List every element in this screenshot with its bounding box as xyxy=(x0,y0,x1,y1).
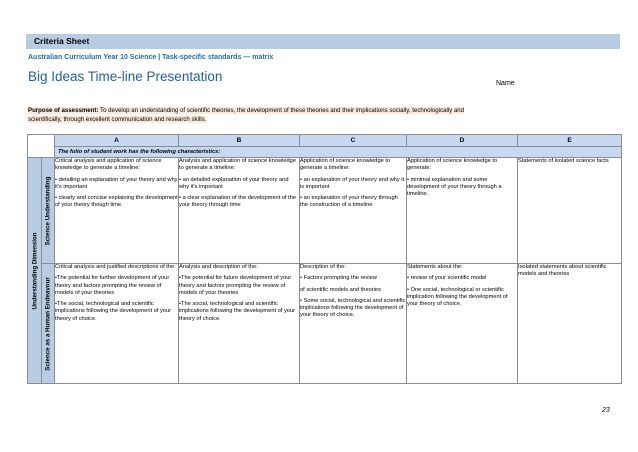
cell-text: • One social, technological or scientific implication following the development of your theory of choice. xyxy=(407,286,508,308)
cell-text: • an detailed explanation of your theory and why it's important xyxy=(179,176,289,190)
name-label: Name xyxy=(496,80,515,87)
cell-text: Description of the: xyxy=(300,264,346,270)
cell-su-c xyxy=(300,158,407,264)
cell-text: • Factors prompting the review xyxy=(300,275,377,282)
cell-she-b xyxy=(179,264,300,384)
cell-su-d xyxy=(407,158,518,264)
cell-text: • minimal explanation and some development of your theory through a timeline. xyxy=(407,176,502,198)
cell-she-e xyxy=(518,264,622,384)
cell-text: •The social, technological and scientific implications following the development of your theory of choice. xyxy=(179,301,296,322)
purpose-label: Purpose of assessment: xyxy=(28,107,99,114)
cell-text: Application of science knowledge to generate: xyxy=(407,158,498,172)
cell-su-b xyxy=(179,158,300,264)
row-label-text: Science as a Human Endeavour xyxy=(44,276,52,371)
level-a-header: A xyxy=(55,135,179,147)
cell-text: • detailing an explanation of your theory and why it's important xyxy=(55,176,178,190)
level-c-header: C xyxy=(300,135,407,147)
corner-cell xyxy=(28,135,55,158)
cell-text: Isolated statements about scientific models and theories xyxy=(518,264,607,278)
level-b-header: B xyxy=(179,135,300,147)
table-row xyxy=(28,264,622,384)
page-number: 23 xyxy=(602,407,610,414)
dimension-label-text: Understanding Dimension xyxy=(31,231,38,310)
science-understanding-label xyxy=(42,158,55,264)
cell-text: • a clear explanation of the development of the your theory through time xyxy=(179,195,297,209)
cell-text: Analysis and application of science knowledge to generate a timeline: xyxy=(179,158,296,172)
cell-text: Critical analysis and justified descriptions of the: xyxy=(55,264,176,270)
cell-text: • review of your scientific model xyxy=(407,275,487,282)
criteria-sheet-header: Criteria Sheet xyxy=(26,34,620,49)
cell-she-d xyxy=(407,264,518,384)
cell-text: Application of science knowledge to generate a timeline: xyxy=(300,158,391,172)
cell-text: • Some social, technological and scientific implications following the development of your theory of choice. xyxy=(300,297,406,319)
cell-text: •The social, technological and scientific implications following the development of your theory of choice. xyxy=(55,301,172,322)
folio-row xyxy=(28,147,622,158)
table-row xyxy=(28,158,622,264)
page-title: Big Ideas Time-line Presentation xyxy=(28,69,223,84)
cell-text: of scientific models and theories xyxy=(300,286,381,293)
science-human-endeavour-label xyxy=(42,264,55,384)
level-e-header: E xyxy=(518,135,622,147)
understanding-dimension-label xyxy=(28,158,42,384)
folio-characteristics: The folio of student work has the following characteristics: xyxy=(55,147,622,158)
cell-text: Analysis and description of the: xyxy=(179,264,258,270)
cell-she-c xyxy=(300,264,407,384)
cell-su-a xyxy=(55,158,179,264)
cell-text: Statements of isolated science facts xyxy=(518,158,609,164)
level-d-header: D xyxy=(407,135,518,147)
cell-she-a xyxy=(55,264,179,384)
curriculum-subtitle: Australian Curriculum Year 10 Science | Task-specific standards — matrix xyxy=(28,54,274,61)
purpose-text: To develop an understanding of scientific theories, the development of these theories and their implications socially, technologically and scientifically, through excellent communication and research skills. xyxy=(28,107,465,124)
cell-su-e xyxy=(518,158,622,264)
cell-text: • clearly and concise explaining the development of your theory though time. xyxy=(55,195,178,209)
cell-text: Critical analysis and application of science knowledge to generate a timeline: xyxy=(55,158,162,172)
cell-text: Statements about the: xyxy=(407,264,463,270)
standards-matrix xyxy=(27,134,622,384)
level-header-row xyxy=(28,135,622,147)
cell-text: • an explanation of your theory and why it is important xyxy=(300,176,405,190)
purpose-of-assessment xyxy=(28,106,478,124)
cell-text: • an explanation of your theory through the construction of a timeline xyxy=(300,195,398,209)
cell-text: •The potential for future development of your theory and factors prompting the review of models of your theories xyxy=(179,275,292,296)
cell-text: •The potential for further development of your theory and factors prompting the review of models of your theories xyxy=(55,275,170,296)
row-label-text: Science Understanding xyxy=(44,176,52,245)
